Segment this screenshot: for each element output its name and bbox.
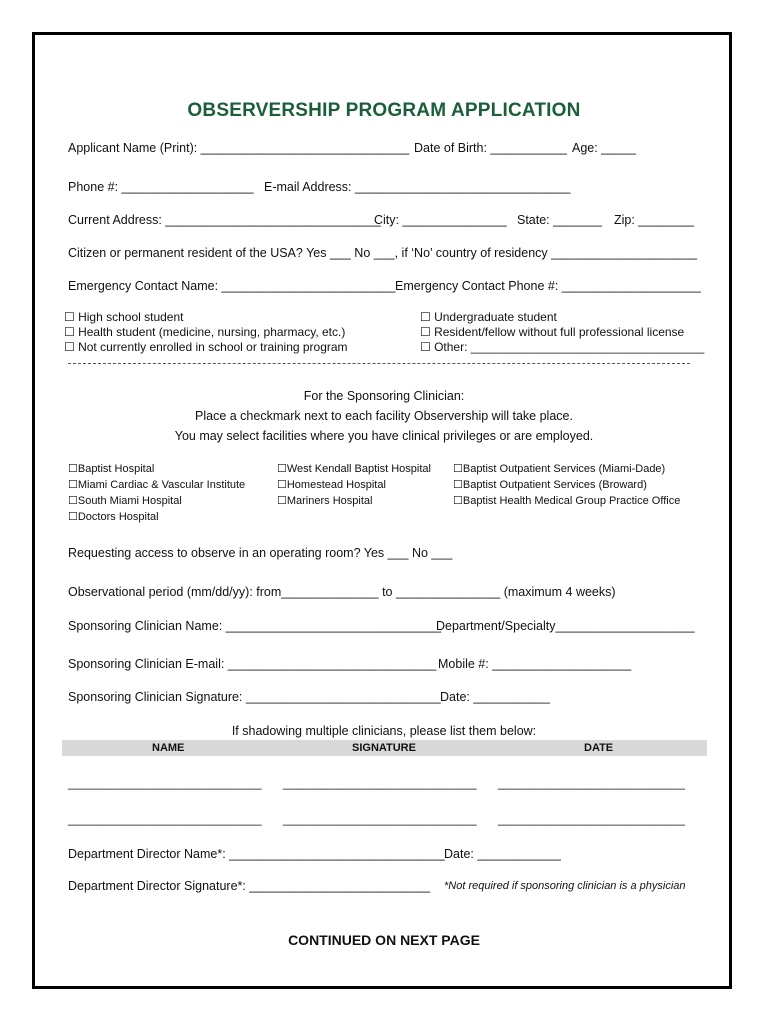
facility-checkbox[interactable]: ☐Baptist Outpatient Services (Miami-Dade) bbox=[453, 463, 666, 475]
mobile-field[interactable]: Mobile #: ____________________ bbox=[438, 657, 632, 671]
director-signature-field[interactable]: Department Director Signature*: __________________________ bbox=[68, 879, 431, 893]
observational-period-field[interactable]: Observational period (mm/dd/yy): from______________ to _______________ (maximum 4 weeks) bbox=[68, 585, 616, 599]
sponsor-instructions: Place a checkmark next to each facility Observership will take place. bbox=[195, 409, 573, 423]
facility-checkbox[interactable]: ☐South Miami Hospital bbox=[68, 495, 182, 507]
facility-checkbox[interactable]: ☐Miami Cardiac & Vascular Institute bbox=[68, 479, 246, 491]
sponsor-instructions: You may select facilities where you have clinical privileges or are employed. bbox=[174, 429, 594, 443]
director-date-field[interactable]: Date: ____________ bbox=[444, 847, 561, 861]
column-header-date: DATE bbox=[584, 742, 614, 754]
facility-checkbox[interactable]: ☐Baptist Outpatient Services (Broward) bbox=[453, 479, 647, 491]
age-field[interactable]: Age: _____ bbox=[572, 141, 636, 155]
department-field[interactable]: Department/Specialty____________________ bbox=[436, 619, 695, 633]
status-checkbox[interactable]: ☐ High school student bbox=[64, 310, 184, 324]
citizenship-question[interactable]: Citizen or permanent resident of the USA? Yes ___ No ___, if ‘No’ country of residency _____________________ bbox=[68, 246, 698, 260]
table-row-date-line[interactable]: ____________________________ bbox=[498, 776, 685, 790]
table-row-signature-line[interactable]: _____________________________ bbox=[283, 776, 477, 790]
status-checkbox[interactable]: ☐ Resident/fellow without full professional license bbox=[420, 325, 685, 339]
facility-checkbox[interactable]: ☐Baptist Hospital bbox=[68, 463, 155, 475]
city-field[interactable]: City: _______________ bbox=[374, 213, 507, 227]
director-note: *Not required if sponsoring clinician is a physician bbox=[444, 880, 686, 892]
emergency-phone-field[interactable]: Emergency Contact Phone #: ____________________ bbox=[395, 279, 701, 293]
clinician-signature-field[interactable]: Sponsoring Clinician Signature: ____________________________ bbox=[68, 690, 441, 704]
table-row-name-line[interactable]: _____________________________ bbox=[68, 776, 262, 790]
address-field[interactable]: Current Address: _______________________________ bbox=[68, 213, 381, 227]
facility-checkbox[interactable]: ☐West Kendall Baptist Hospital bbox=[277, 463, 431, 475]
section-divider bbox=[68, 363, 690, 364]
form-title: OBSERVERSHIP PROGRAM APPLICATION bbox=[187, 100, 581, 121]
clinician-name-field[interactable]: Sponsoring Clinician Name: _______________________________ bbox=[68, 619, 442, 633]
facility-checkbox[interactable]: ☐Mariners Hospital bbox=[277, 495, 373, 507]
dob-field[interactable]: Date of Birth: ___________ bbox=[414, 141, 567, 155]
table-row-signature-line[interactable]: _____________________________ bbox=[283, 812, 477, 826]
status-checkbox[interactable]: ☐ Other: ___________________________________ bbox=[420, 340, 705, 354]
status-checkbox[interactable]: ☐ Undergraduate student bbox=[420, 310, 557, 324]
column-header-signature: SIGNATURE bbox=[352, 742, 416, 754]
status-checkbox[interactable]: ☐ Not currently enrolled in school or training program bbox=[64, 340, 348, 354]
emergency-name-field[interactable]: Emergency Contact Name: _________________________ bbox=[68, 279, 396, 293]
sponsor-heading: For the Sponsoring Clinician: bbox=[303, 389, 465, 403]
operating-room-question[interactable]: Requesting access to observe in an operating room? Yes ___ No ___ bbox=[68, 546, 453, 560]
director-name-field[interactable]: Department Director Name*: _______________________________ bbox=[68, 847, 445, 861]
clinician-date-field[interactable]: Date: ___________ bbox=[440, 690, 550, 704]
table-header bbox=[62, 740, 707, 756]
facility-checkbox[interactable]: ☐Homestead Hospital bbox=[277, 479, 386, 491]
table-row-name-line[interactable]: _____________________________ bbox=[68, 812, 262, 826]
applicant-name-field[interactable]: Applicant Name (Print): ______________________________ bbox=[68, 141, 410, 155]
zip-field[interactable]: Zip: ________ bbox=[614, 213, 694, 227]
column-header-name: NAME bbox=[152, 742, 185, 754]
clinician-email-field[interactable]: Sponsoring Clinician E-mail: ______________________________ bbox=[68, 657, 437, 671]
state-field[interactable]: State: _______ bbox=[517, 213, 602, 227]
facility-checkbox[interactable]: ☐Baptist Health Medical Group Practice Office bbox=[453, 495, 681, 507]
table-row-date-line[interactable]: ____________________________ bbox=[498, 812, 685, 826]
continued-footer: CONTINUED ON NEXT PAGE bbox=[288, 932, 480, 948]
phone-field[interactable]: Phone #: ___________________ bbox=[68, 180, 254, 194]
status-checkbox[interactable]: ☐ Health student (medicine, nursing, pharmacy, etc.) bbox=[64, 325, 346, 339]
email-field[interactable]: E-mail Address: _______________________________ bbox=[264, 180, 571, 194]
multiple-clinicians-heading: If shadowing multiple clinicians, please list them below: bbox=[231, 724, 537, 738]
facility-checkbox[interactable]: ☐Doctors Hospital bbox=[68, 511, 159, 523]
